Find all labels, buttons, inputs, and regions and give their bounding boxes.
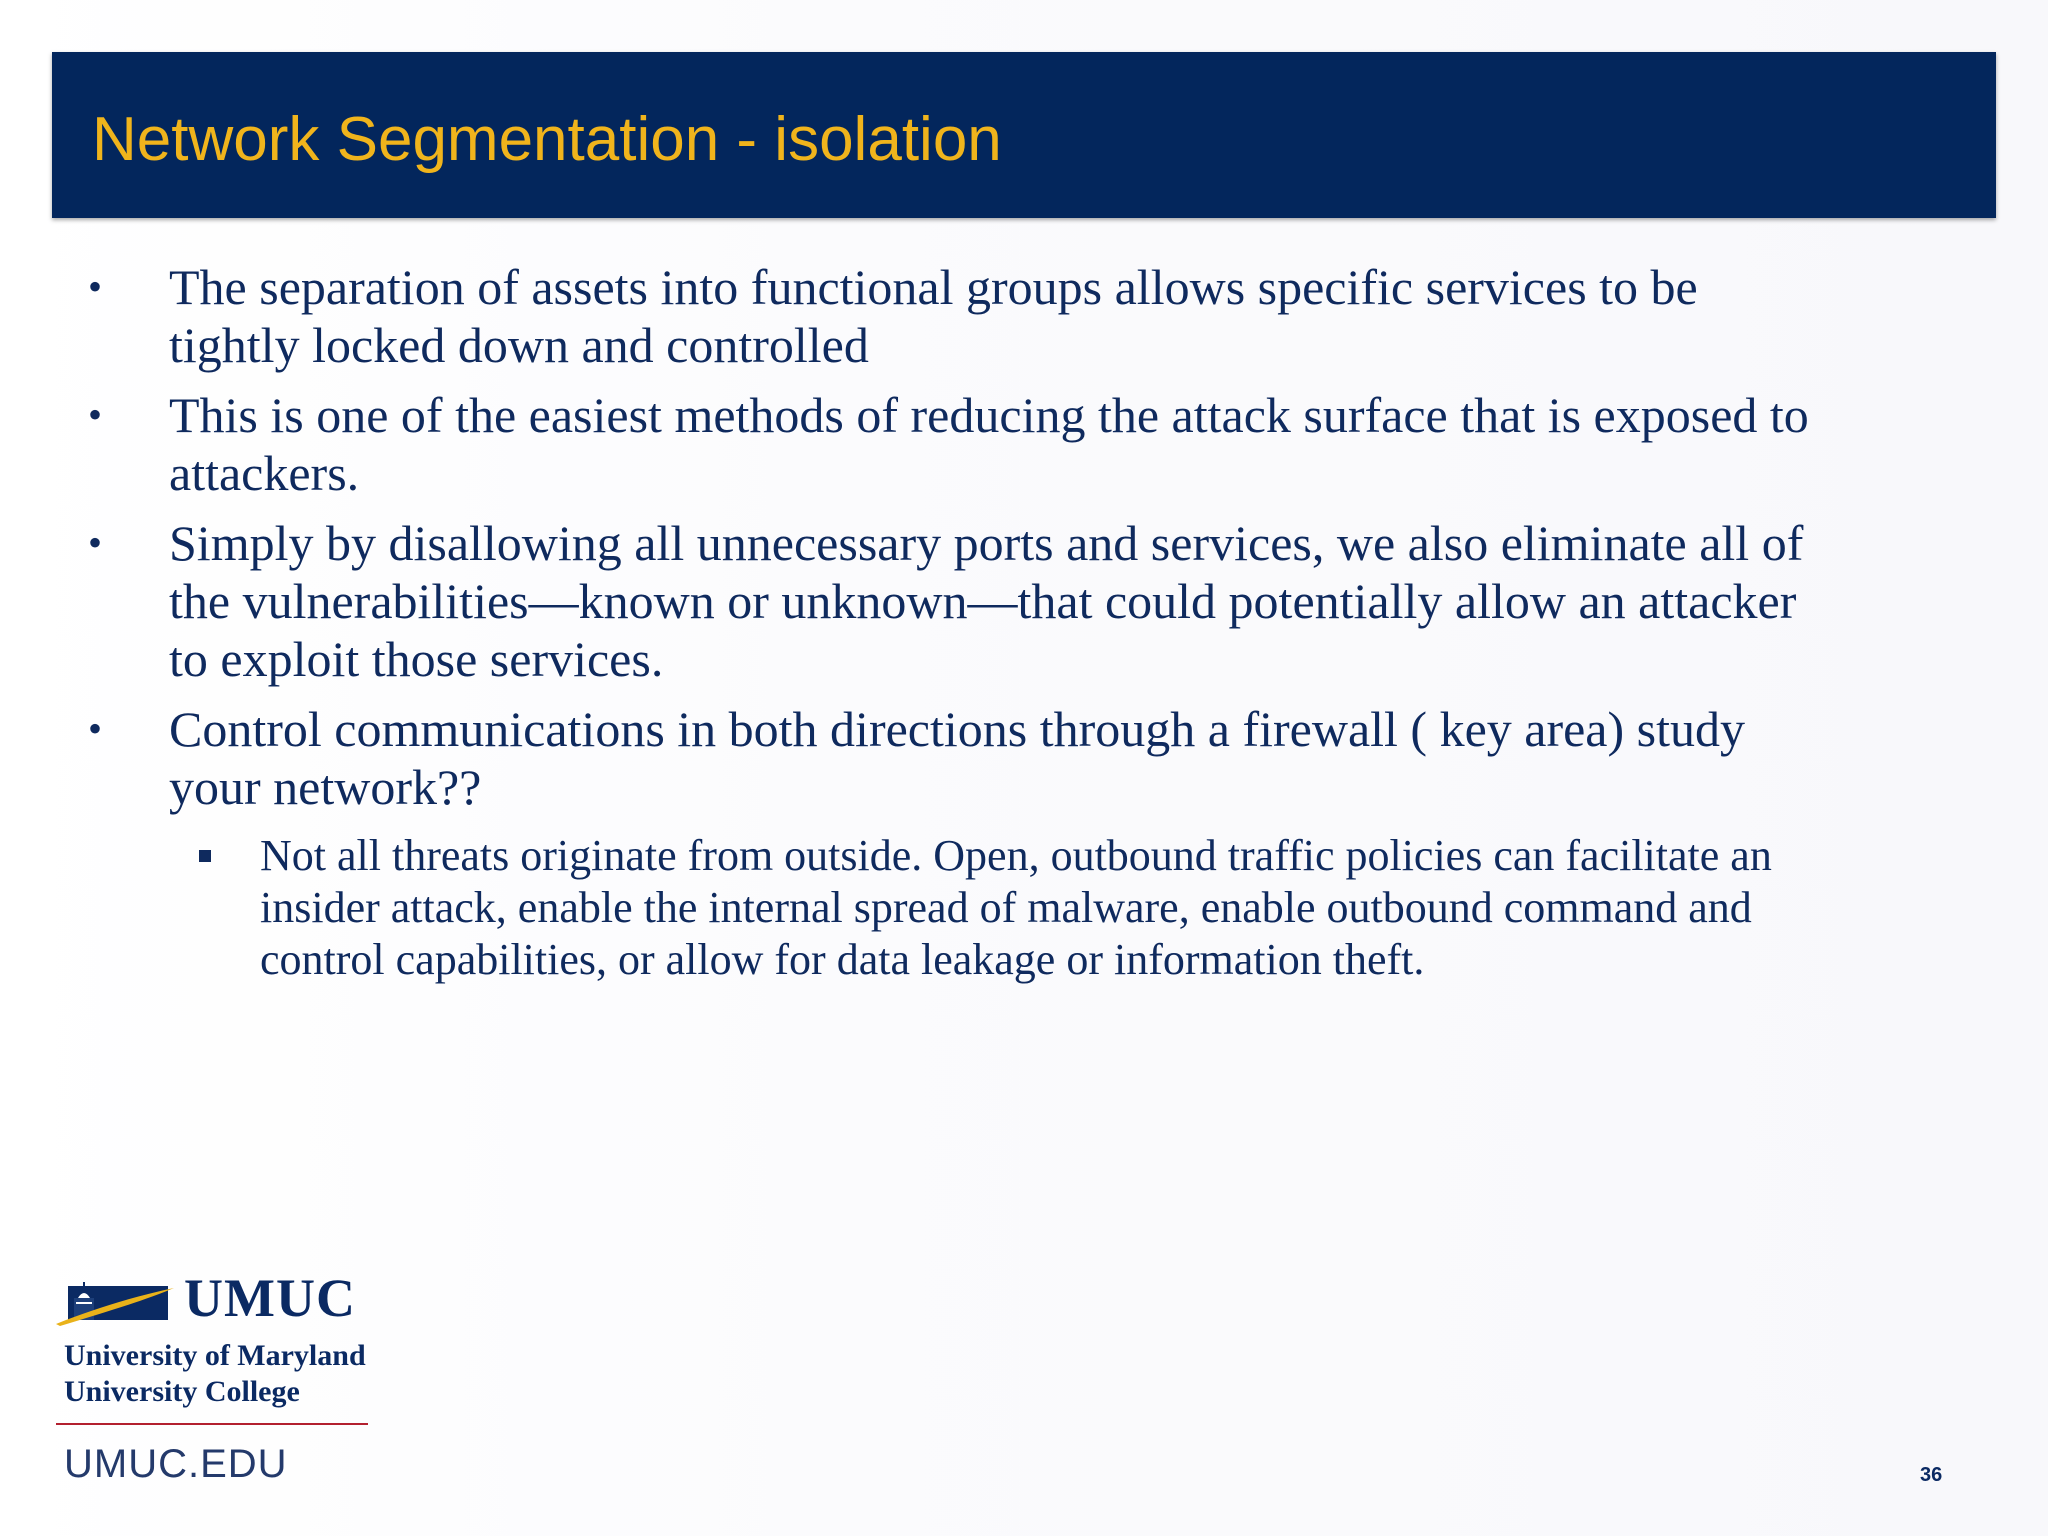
page-number: 36: [1920, 1464, 1943, 1486]
bullet-item: [88, 386, 1828, 502]
logo-university-line: University of Maryland: [64, 1339, 366, 1372]
bullet-text: The separation of assets into functional groups allows specific services to be tightly locked down and controlled: [169, 259, 1698, 373]
logo-wordmark: UMUC: [184, 1268, 356, 1328]
bullet-text: Control communications in both directions through a firewall ( key area) study your network??: [169, 701, 1746, 815]
logo-divider: [56, 1423, 368, 1425]
bullet-text: This is one of the easiest methods of reducing the attack surface that is exposed to attackers.: [169, 387, 1809, 501]
slide-title: Network Segmentation - isolation: [92, 105, 1002, 174]
umuc-logo: [56, 1268, 376, 1448]
logo-college-line: University College: [64, 1375, 300, 1408]
bullet-item: [88, 514, 1828, 688]
title-bar: [52, 52, 1996, 218]
bullet-marker: •: [88, 392, 103, 437]
sub-bullet-text: Not all threats originate from outside. Open, outbound traffic policies can facilitate an insider attack, enable the internal spread of malware, enable outbound command and control capabilities, or allow for data leakage or information theft.: [260, 831, 1772, 984]
sub-bullet-item: [169, 830, 1828, 986]
bullet-marker: •: [88, 706, 103, 751]
bullet-text: Simply by disallowing all unnecessary ports and services, we also eliminate all of the vulnerabilities—known or unknown—that could potentially allow an attacker to exploit those services.: [169, 515, 1804, 687]
site-url: UMUC.EDU: [64, 1442, 288, 1486]
bullet-list: [88, 258, 1828, 998]
dome-swoosh-icon: [56, 1278, 176, 1328]
bullet-item: [88, 258, 1828, 374]
square-bullet-icon: [199, 850, 211, 862]
logo-row: [56, 1268, 376, 1328]
bullet-marker: •: [88, 264, 103, 309]
bullet-item: [88, 700, 1828, 986]
sub-bullet-list: [169, 830, 1828, 986]
bullet-marker: •: [88, 520, 103, 565]
